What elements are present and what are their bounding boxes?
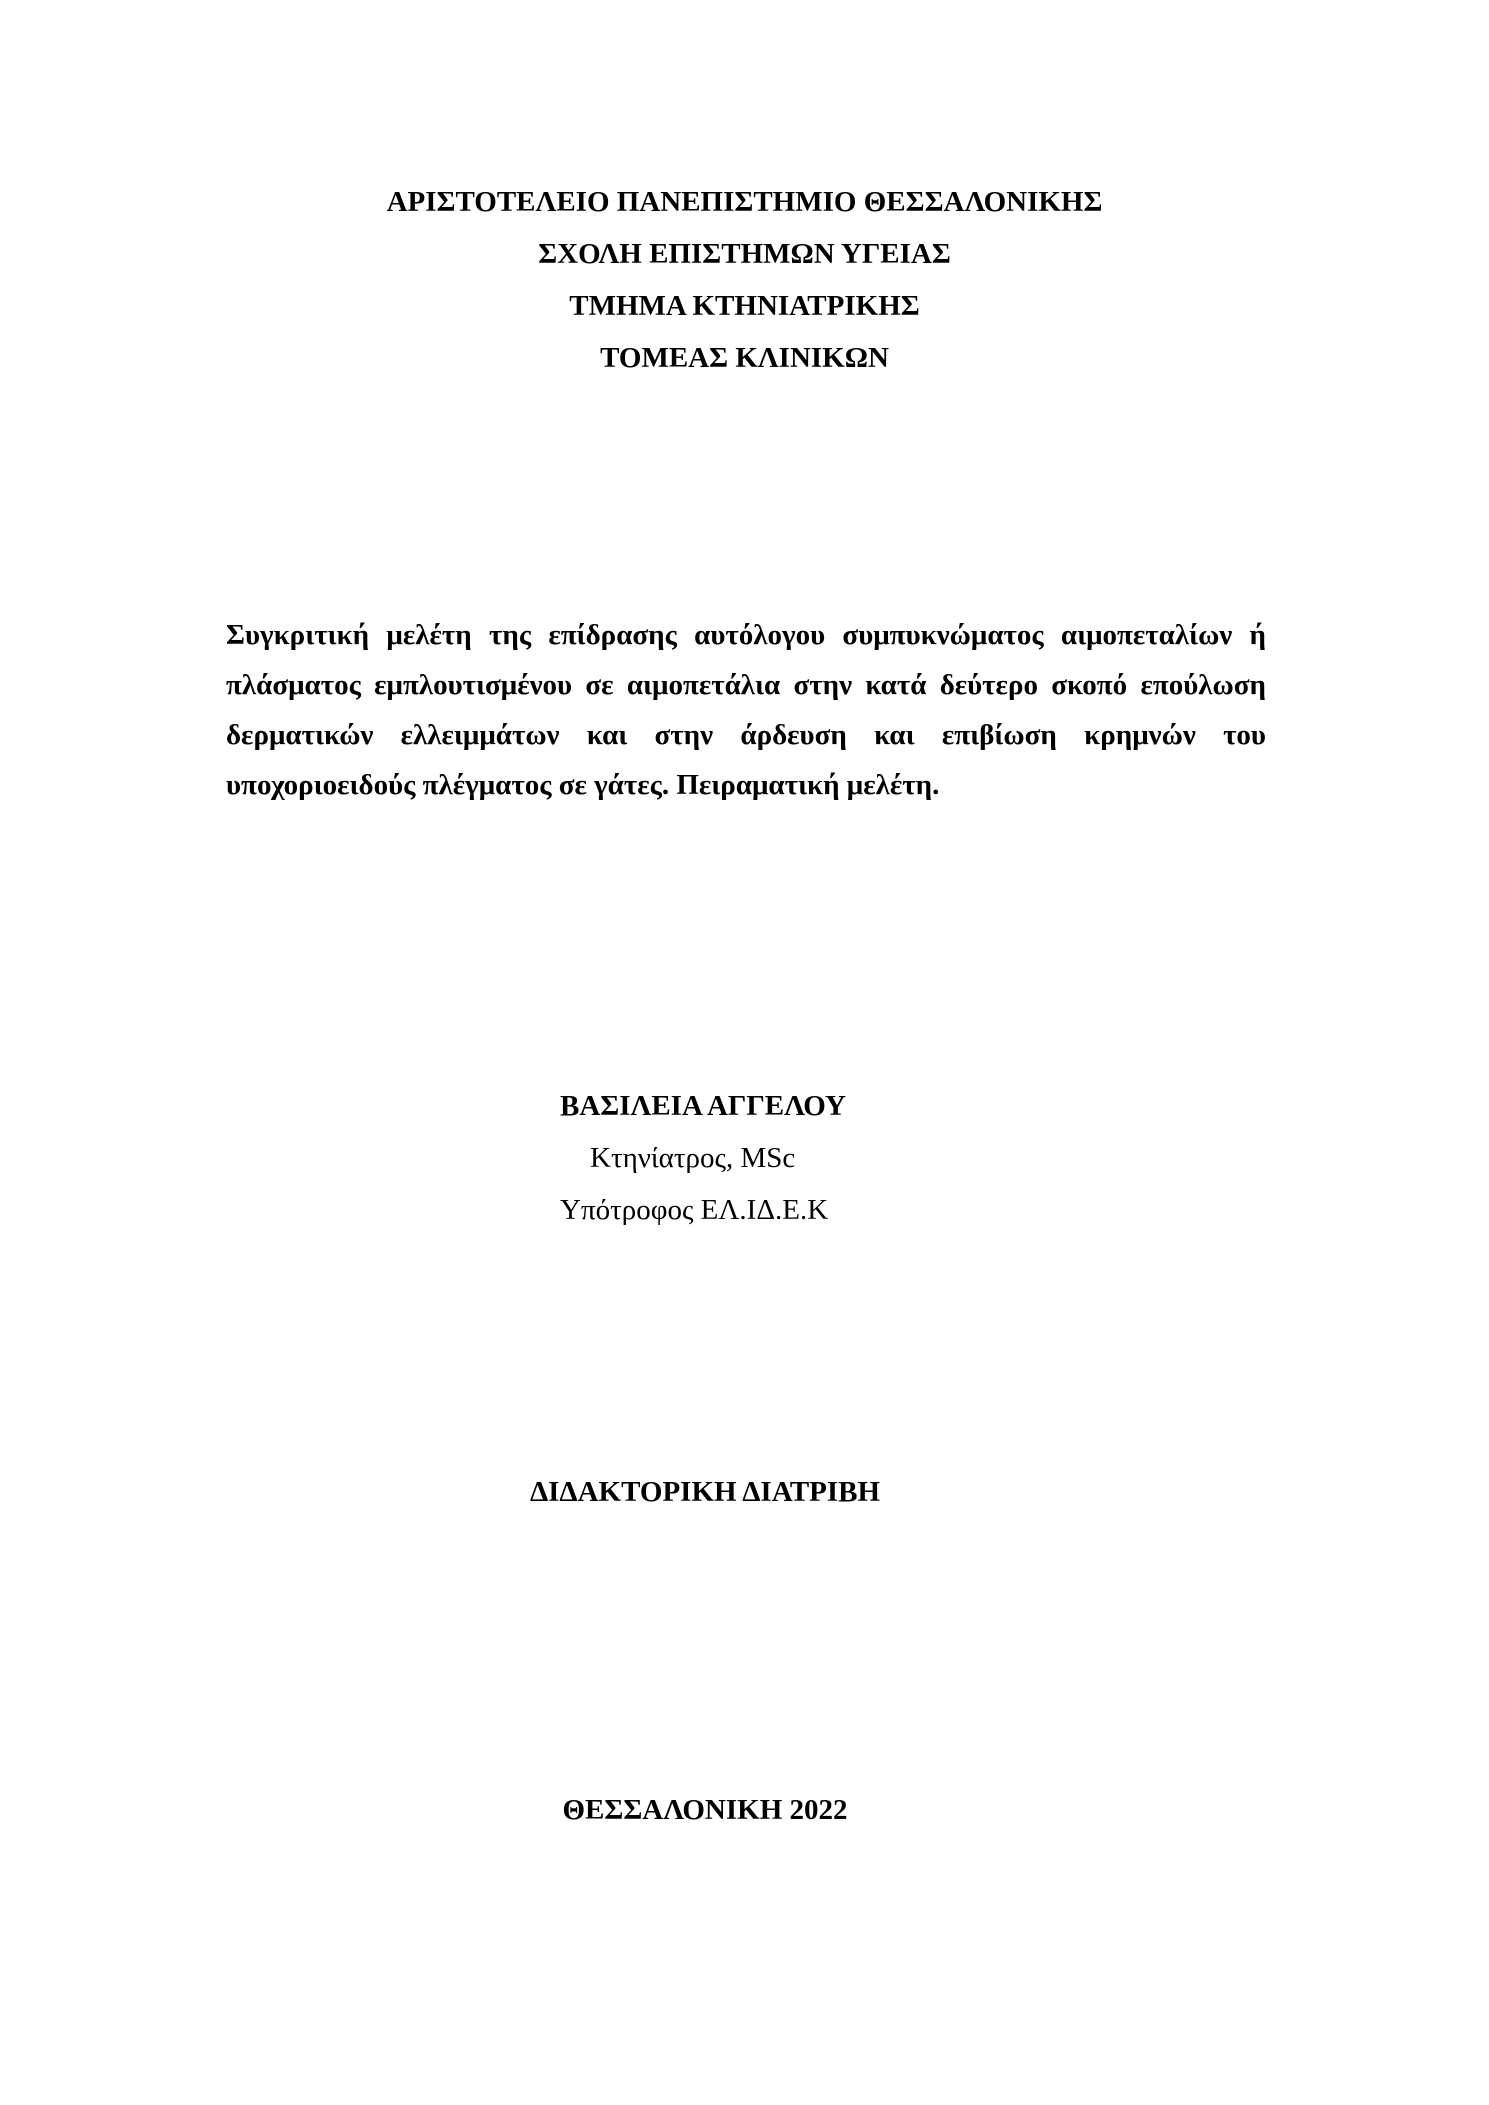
author-name: ΒΑΣΙΛΕΙΑ ΑΓΓΕΛΟΥ — [560, 1090, 846, 1122]
author-position: Υπότροφος ΕΛ.ΙΔ.Ε.Κ — [560, 1194, 829, 1226]
author-block — [560, 1080, 846, 1236]
author-degree: Κτηνίατρος, MSc — [590, 1142, 796, 1174]
place-year: ΘΕΣΣΑΛΟΝΙΚΗ 2022 — [562, 1794, 848, 1826]
institution-header — [0, 176, 1489, 384]
sector-name: ΤΟΜΕΑΣ ΚΛΙΝΙΚΩΝ — [600, 342, 889, 374]
university-name: ΑΡΙΣΤΟΤΕΛΕΙΟ ΠΑΝΕΠΙΣΤΗΜΙΟ ΘΕΣΣΑΛΟΝΙΚΗΣ — [386, 186, 1103, 218]
school-name: ΣΧΟΛΗ ΕΠΙΣΤΗΜΩΝ ΥΓΕΙΑΣ — [538, 238, 951, 270]
department-name: ΤΜΗΜΑ ΚΤΗΝΙΑΤΡΙΚΗΣ — [569, 290, 920, 322]
thesis-type: ΔΙΔΑΚΤΟΡΙΚΗ ΔΙΑΤΡΙΒΗ — [529, 1476, 881, 1508]
thesis-title: Συγκριτική μελέτη της επίδρασης αυτόλογου συμπυκνώματος αιμοπεταλίων ή πλάσματος εμπλουτισμένου σε αιμοπετάλια στην κατά δεύτερο σκοπό επούλωση δερματικών ελλειμμάτων και στην άρδευση και επιβίωση κρημνών του υποχοριοειδούς πλέγματος σε γάτες. Πειραματική μελέτη. — [226, 619, 1266, 801]
